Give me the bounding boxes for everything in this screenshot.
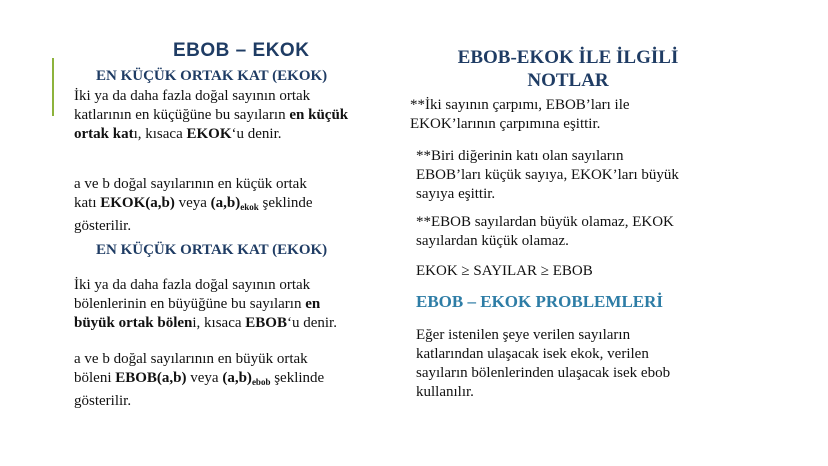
ebob-def-line1: İki ya da daha fazla doğal sayının ortak (74, 277, 311, 293)
problems-heading: EBOB – EKOK PROBLEMLERİ (416, 292, 664, 311)
note-3 (416, 213, 674, 251)
ekok-notation-line1: a ve b doğal sayılarının en küçük ortak (74, 176, 307, 192)
ebob-notation-line1: a ve b doğal sayılarının en büyük ortak (74, 351, 308, 367)
note-1-line1: **İki sayının çarpımı, EBOB’ları ile (410, 97, 630, 113)
ekok-def-line3: ortak katı, kısaca EKOK‘u denir. (74, 126, 282, 142)
note-2-line3: sayıya eşittir. (416, 186, 496, 202)
note-2-line1: **Biri diğerinin katı olan sayıların (416, 148, 624, 164)
problems-line3: sayıların bölenlerinden ulaşacak isek ebob (416, 365, 671, 381)
ekok-definition (74, 87, 348, 144)
ebob-definition (74, 276, 337, 333)
problems-line1: Eğer istenilen şeye verilen sayıların (416, 327, 631, 343)
note-1 (410, 96, 630, 134)
notes-title-line2: NOTLAR (527, 70, 609, 91)
note-1-line2: EKOK’larının çarpımına eşittir. (410, 116, 601, 132)
note-2 (416, 147, 679, 204)
ebob-def-line3: büyük ortak böleni, kısaca EBOB‘u denir. (74, 315, 337, 331)
ekok-notation (74, 175, 313, 236)
ekok-def-line2: katlarının en küçüğüne bu sayıların en küçük (74, 107, 349, 123)
problems-text (416, 326, 670, 402)
ebob-notation (74, 350, 324, 411)
ekok-def-line1: İki ya da daha fazla doğal sayının ortak (74, 88, 311, 104)
ebob-notation-line3: gösterilir. (74, 393, 132, 409)
ebob-def-line2: bölenlerinin en büyüğüne bu sayıların en (74, 296, 321, 312)
note-3-line1: **EBOB sayılardan büyük olamaz, EKOK (416, 214, 674, 230)
problems-line2: katlarından ulaşacak isek ekok, verilen (416, 346, 649, 362)
problems-line4: kullanılır. (416, 384, 474, 400)
ekok-notation-line3: gösterilir. (74, 218, 132, 234)
accent-line (52, 58, 54, 116)
ekok-notation-line2: katı EKOK(a,b) veya $(a,b)_{ekok}$ şeklinde (74, 195, 313, 212)
ebob-heading: EN KÜÇÜK ORTAK KAT (EKOK) (96, 242, 328, 258)
inequality: EKOK ≥ SAYILAR ≥ EBOB (416, 263, 593, 279)
notes-title-line1: EBOB-EKOK İLE İLGİLİ (457, 47, 679, 68)
notes-title (436, 46, 700, 92)
left-title: EBOB – EKOK (173, 40, 310, 61)
note-3-line2: sayılardan küçük olamaz. (416, 233, 569, 249)
ekok-heading: EN KÜÇÜK ORTAK KAT (EKOK) (96, 68, 328, 84)
note-2-line2: EBOB’ları küçük sayıya, EKOK’ları büyük (416, 167, 679, 183)
ebob-notation-line2: böleni EBOB(a,b) veya $(a,b)_{ebob}$ şeklinde (74, 370, 325, 387)
